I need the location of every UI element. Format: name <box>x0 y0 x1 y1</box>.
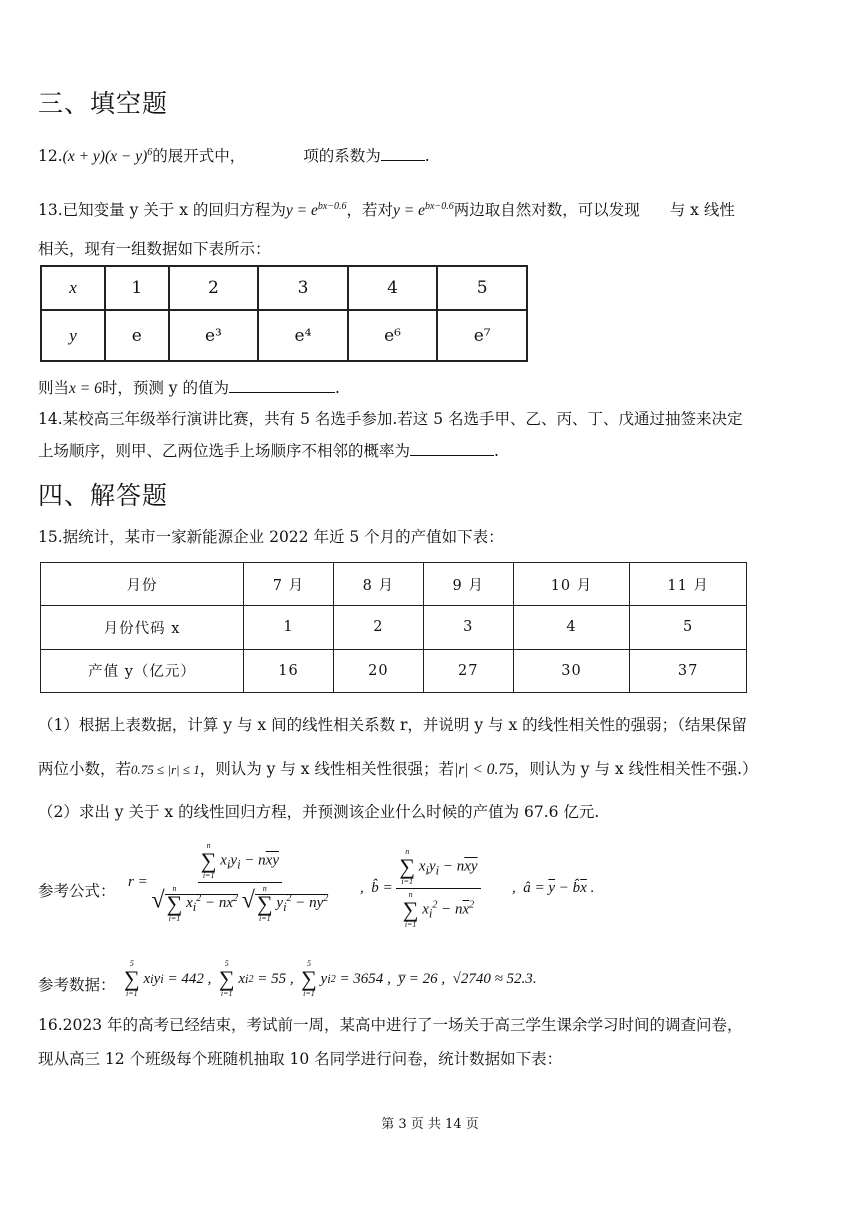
table-header: 8 月 <box>333 563 423 606</box>
q12-answer-blank <box>381 146 425 161</box>
q13-table-x-header: x <box>41 266 105 310</box>
q15-part1-line2 <box>38 758 758 781</box>
q13-answer-blank <box>229 378 335 393</box>
q12-number: 12. <box>38 147 63 166</box>
q13-text-c: 两边取自然对数，可以发现 <box>453 201 640 220</box>
question-13-line3 <box>38 377 340 400</box>
q15-text: ，则认为 y 与 x 线性相关性很强；若 <box>199 760 454 778</box>
q12-text2: 项的系数为 <box>303 147 381 166</box>
section-4-title: 四、解答题 <box>38 481 169 510</box>
table-cell: e⁴ <box>258 310 348 361</box>
q13-text-d: 与 x 线性 <box>669 201 735 220</box>
table-cell: e <box>105 310 169 361</box>
table-cell: 16 <box>244 649 334 692</box>
q12-power: 6 <box>147 147 153 158</box>
q13-text-when: 则当 <box>38 379 70 397</box>
q13-text-predict: 时，预测 y 的值为 <box>101 379 229 397</box>
data-ybar: y̅ = 26 <box>398 970 438 987</box>
q13-table-y-header: y <box>41 310 105 361</box>
table-header: 7 月 <box>244 563 334 606</box>
data-sqrt: √2740 ≈ 52.3 <box>452 970 533 987</box>
table-header: 11 月 <box>630 563 747 606</box>
q14-text: 上场顺序，则甲、乙两位选手上场顺序不相邻的概率为 <box>38 442 411 460</box>
q15-part1-line1: （1）根据上表数据，计算 y 与 x 间的线性相关系数 r，并说明 y 与 x 的线性相关性的强弱；（结果保留 <box>38 716 747 734</box>
data-sum-y2: = 3654 <box>339 970 384 987</box>
table-header: 10 月 <box>513 563 630 606</box>
table-cell: 5 <box>437 266 527 310</box>
formula-b: , b̂ = n ∑ i=1 $x_iy_i - n\overline{xy}$ n ∑ i=1 $x_i^2 - n\overline{x}^2$ <box>360 848 481 929</box>
table-cell: 3 <box>423 606 513 649</box>
table-cell: 4 <box>513 606 630 649</box>
q15-text: ，则认为 y 与 x 线性相关性不强.） <box>513 760 758 778</box>
q12-end: . <box>424 147 430 166</box>
table-cell: 20 <box>333 649 423 692</box>
table-cell: 1 <box>105 266 169 310</box>
q13-end: . <box>334 379 340 397</box>
data-sum-xy: = 442 <box>167 970 204 987</box>
q15-condition-weak: |r| < 0.75 <box>453 761 514 778</box>
reference-data: 5 ∑ i=1 x i y i = 442 , 5 ∑ i=1 x i 2 = 55 , 5 ∑ i=1 y i 2 = 3654 , y̅ = 26 , √2740 ≈ 52.3 . <box>124 959 537 998</box>
table-cell: 1 <box>244 606 334 649</box>
q13-x-value: x = 6 <box>69 380 102 397</box>
question-14-line1: 14.某校高三年级举行演讲比赛，共有 5 名选手参加.若这 5 名选手甲、乙、丙、丁、戊通过抽签来决定 <box>38 410 743 428</box>
section-3-title: 三、填空题 <box>38 89 169 118</box>
table-cell: e⁷ <box>437 310 527 361</box>
q13-text-a: 已知变量 y 关于 x 的回归方程为 <box>62 201 286 220</box>
formula-label: 参考公式： <box>38 882 116 900</box>
table-header: 9 月 <box>423 563 513 606</box>
formula-r: r = n ∑ i=1 $x_iy_i - n\overline{xy}$ √ n ∑ i=1 $x_i^2 - n\overline{x}^2$ √ n ∑ i=1 $y_i^2 - n\overline{y}^2$ <box>128 841 329 923</box>
q13-text-b: ，若对 <box>346 201 394 220</box>
q12-expression: (x + y)(x − y) <box>62 148 148 166</box>
q13-number: 13. <box>38 201 63 220</box>
q13-equation: y = e <box>285 202 318 220</box>
table-cell: e³ <box>169 310 259 361</box>
data-sum-x2: = 55 <box>257 970 287 987</box>
q13-exponent-2: bx−0.6 <box>425 201 454 212</box>
table-header: 月份 <box>41 563 244 606</box>
question-13-line1 <box>38 196 735 222</box>
table-cell: 37 <box>630 649 747 692</box>
table-cell: 30 <box>513 649 630 692</box>
q14-end: . <box>494 442 499 460</box>
table-cell: 产值 y（亿元） <box>41 649 244 692</box>
question-16-line2: 现从高三 12 个班级每个班随机抽取 10 名同学进行问卷，统计数据如下表： <box>38 1050 563 1068</box>
table-cell: e⁶ <box>348 310 438 361</box>
data-label: 参考数据： <box>38 976 116 994</box>
table-cell: 3 <box>258 266 348 310</box>
q14-answer-blank <box>410 441 494 456</box>
q13-exponent: bx−0.6 <box>317 201 347 212</box>
page-footer: 第 3 页 共 14 页 <box>381 1117 479 1132</box>
table-cell: 2 <box>333 606 423 649</box>
table-cell: 27 <box>423 649 513 692</box>
question-12 <box>38 142 430 168</box>
q15-part2: （2）求出 y 关于 x 的线性回归方程，并预测该企业什么时候的产值为 67.6 亿元. <box>38 803 600 821</box>
table-cell: 4 <box>348 266 438 310</box>
question-15-intro: 15.据统计，某市一家新能源企业 2022 年近 5 个月的产值如下表： <box>38 528 504 546</box>
table-cell: 月份代码 x <box>41 606 244 649</box>
q15-text: 两位小数，若 <box>38 760 132 778</box>
q12-text: 的展开式中， <box>152 147 246 166</box>
q13-data-table <box>40 265 528 362</box>
table-cell: 2 <box>169 266 259 310</box>
formula-a: , â = $\overline{y}$ − $b̂\overline{x}$ . <box>512 880 595 896</box>
q13-equation-2: y = e <box>393 202 426 220</box>
question-13-line2: 相关，现有一组数据如下表所示： <box>38 240 271 258</box>
q15-condition-strong: 0.75 ≤ |r| ≤ 1 <box>131 762 200 777</box>
table-cell: 5 <box>630 606 747 649</box>
question-14-line2 <box>38 440 499 462</box>
q15-data-table <box>40 562 747 693</box>
question-16-line1: 16.2023 年的高考已经结束，考试前一周，某高中进行了一场关于高三学生课余学习时间的调查问卷， <box>38 1016 743 1034</box>
